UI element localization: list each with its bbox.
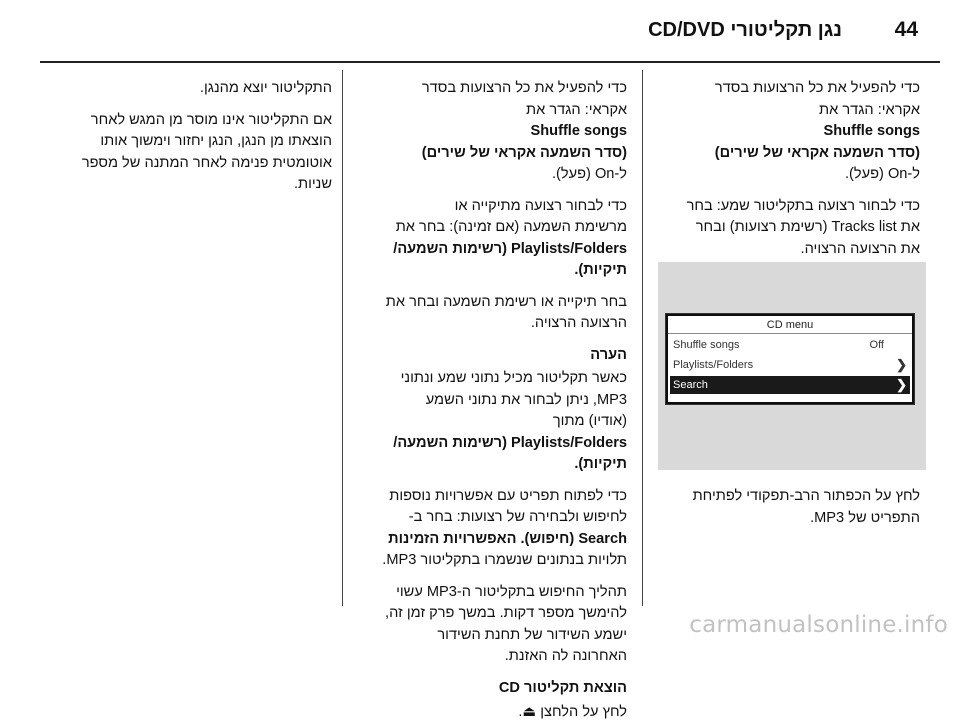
text-line: תיקיות). — [574, 456, 627, 472]
page-number: 44 — [894, 18, 918, 41]
menu-item-value: Off — [869, 339, 884, 351]
column-divider — [342, 70, 343, 606]
text-line: את Tracks list (רשימת רצועות) ובחר — [695, 219, 920, 235]
note-paragraph — [365, 368, 627, 476]
text-line: ל-On (פעל). — [844, 166, 920, 182]
text-line: כאשר תקליטור מכיל נתוני שמע ונתוני — [400, 370, 627, 386]
text-line: תהליך החיפוש בתקליטור ה-MP3 עשוי — [396, 583, 627, 600]
figure-caption — [658, 486, 920, 529]
text-line: (סדר השמעה אקראי של שירים) — [714, 144, 920, 161]
text-line: ל-On (פעל). — [551, 166, 627, 182]
search-duration-paragraph — [365, 582, 627, 668]
menu-item-label: Shuffle songs — [673, 339, 740, 351]
text-line: להימשך מספר דקות. במשך פרק זמן זה, — [385, 605, 627, 621]
header-divider — [40, 61, 940, 63]
chevron-right-icon: ❯ — [896, 377, 907, 392]
text-line: שניות. — [293, 176, 332, 192]
left-column — [40, 78, 332, 206]
text-line: התפריט של MP3. — [810, 509, 920, 526]
text-line: Playlists/Folders (רשימות השמעה/ — [393, 434, 627, 451]
text-line: ישמע השידור של תחנת השידור — [437, 626, 627, 643]
text-line: אקראי: הגדר את — [526, 101, 627, 118]
text-line: אקראי: הגדר את — [819, 101, 920, 118]
text-line: כדי לבחור רצועה בתקליטור שמע: בחר — [686, 197, 920, 214]
folder-paragraph — [365, 196, 627, 282]
middle-column — [365, 78, 627, 724]
text-line: כדי לבחור רצועה מתיקייה או — [454, 197, 627, 214]
text-line: תיקיות). — [574, 262, 627, 278]
shuffle-paragraph — [665, 78, 920, 186]
menu-item-label: Search — [673, 379, 708, 391]
text-line: הרצועה הרצויה. — [530, 315, 627, 331]
text-line: את הרצועה הרצויה. — [800, 240, 920, 257]
text-line: כדי להפעיל את כל הרצועות בסדר — [714, 80, 920, 96]
eject-heading: הוצאת תקליטור CD — [498, 679, 627, 696]
shuffle-songs-term: Shuffle songs — [530, 123, 627, 139]
text-line: הוצאתו מן הנגן, הנגן יחזור וימשוך אותו — [100, 133, 332, 149]
auto-retract-paragraph — [40, 110, 332, 196]
text-line: Playlists/Folders (רשימות השמעה/ — [393, 240, 627, 257]
text-line: Search (חיפוש). האפשרויות הזמינות — [388, 530, 627, 547]
text-line: תלויות בנתונים שנשמרו בתקליטור MP3. — [382, 552, 627, 568]
text-line: כדי להפעיל את כל הרצועות בסדר — [421, 80, 627, 96]
menu-item-shuffle-songs[interactable] — [670, 336, 910, 354]
chevron-right-icon: ❯ — [896, 357, 907, 372]
select-paragraph — [365, 292, 627, 335]
watermark: carmanualsonline.info — [689, 612, 948, 638]
text-line: כדי לפתוח תפריט עם אפשרויות נוספות — [389, 487, 627, 504]
eject-paragraph: לחץ על הלחצן ⏏. — [518, 704, 627, 720]
text-line: התקליטור יוצא מהנגן. — [199, 80, 332, 96]
column-divider — [642, 70, 643, 606]
shuffle-paragraph — [365, 78, 627, 186]
shuffle-songs-term: Shuffle songs — [823, 123, 920, 139]
text-line: לחץ על הכפתור הרב-תפקודי לפתיחת — [692, 488, 920, 504]
note-title: הערה — [590, 346, 627, 363]
text-line: אם התקליטור אינו מוסר מן המגש לאחר — [90, 111, 332, 128]
display-screen — [665, 313, 915, 405]
search-paragraph — [365, 486, 627, 572]
menu-item-search[interactable] — [670, 376, 910, 394]
text-line: (אודיו) מתוך — [552, 413, 627, 429]
menu-item-playlists-folders[interactable] — [670, 356, 910, 374]
text-line: לחיפוש ולבחירה של רצועות: בחר ב- — [408, 509, 627, 525]
menu-item-label: Playlists/Folders — [673, 359, 754, 371]
page-title: נגן תקליטורי CD/DVD — [648, 19, 842, 41]
text-line: MP3, ניתן לבחור את נתוני השמע — [425, 391, 627, 408]
cd-menu-figure — [658, 262, 926, 470]
text-line: האחרונה לה האזנת. — [504, 648, 627, 664]
text-line: אוטומטית פנימה לאחר המתנה של מספר — [81, 154, 332, 171]
ejected-paragraph — [40, 78, 332, 100]
text-line: (סדר השמעה אקראי של שירים) — [421, 144, 627, 161]
text-line: מרשימת השמעה (אם זמינה): בחר את — [395, 219, 627, 235]
tracks-list-paragraph — [665, 196, 920, 261]
page-header — [0, 0, 960, 64]
text-line: בחר תיקייה או רשימת השמעה ובחר את — [385, 293, 627, 310]
menu-title: CD menu — [668, 316, 912, 334]
